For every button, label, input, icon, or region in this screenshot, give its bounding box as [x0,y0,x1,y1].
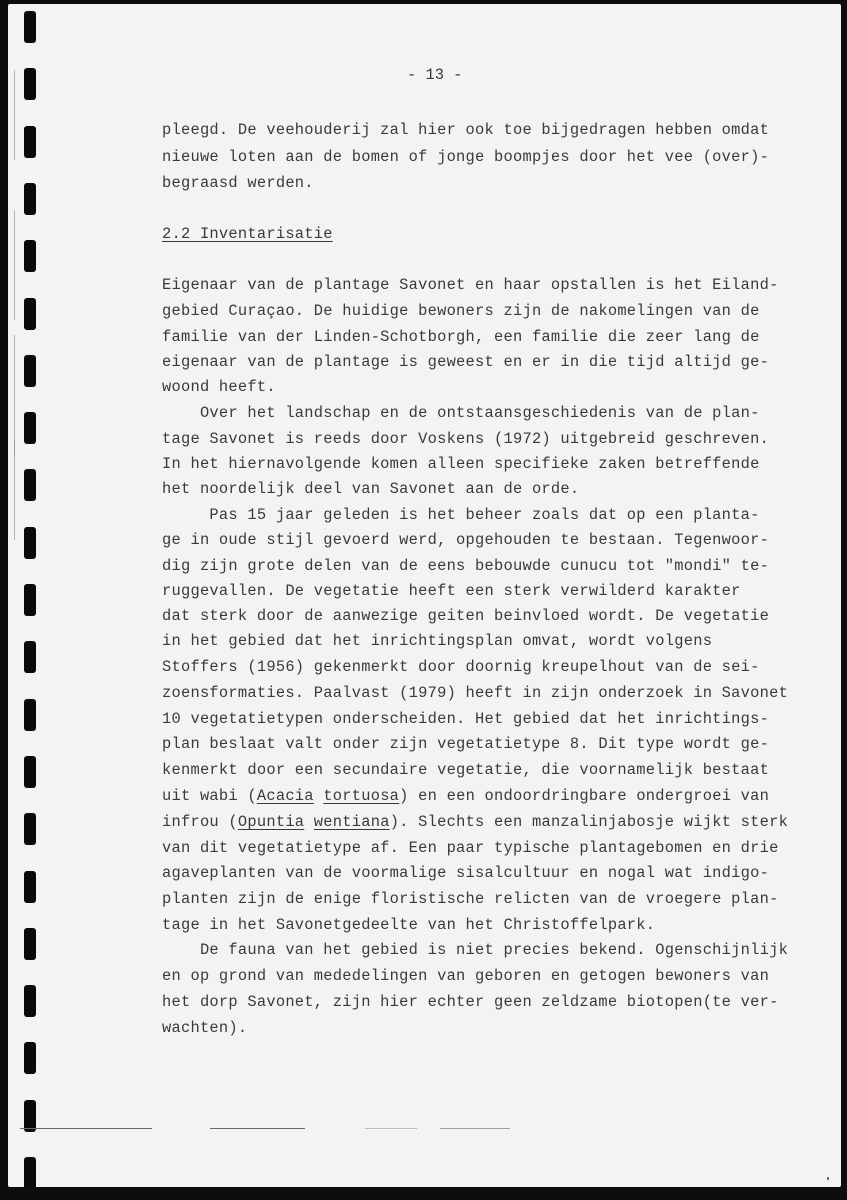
binder-hole [24,126,36,158]
text-fragment: infrou ( [162,813,238,831]
margin-mark [14,335,15,455]
text-line: Pas 15 jaar geleden is het beheer zoals dat op een planta- [162,506,760,524]
text-line: tage Savonet is reeds door Voskens (1972) uitgebreid geschreven. [162,430,770,448]
margin-mark [14,70,15,160]
binder-hole [24,1157,36,1189]
text-line: Stoffers (1956) gekenmerkt door doornig kreupelhout van de sei- [162,658,760,676]
text-line-species-opuntia [162,815,788,830]
text-line: ruggevallen. De vegetatie heeft een sterk verwilderd karakter [162,582,741,600]
binder-hole [24,11,36,43]
text-line: en op grond van mededelingen van geboren en getogen bewoners van [162,967,770,985]
text-line: zoensformaties. Paalvast (1979) heeft in zijn onderzoek in Savonet [162,684,789,702]
text-fragment: ). Slechts een manzalinjabosje wijkt sterk [389,813,789,831]
text-line: De fauna van het gebied is niet precies bekend. Ogenschijnlijk [162,941,789,959]
binder-hole [24,527,36,559]
text-line: wachten). [162,1019,248,1037]
footer-rule [210,1128,305,1129]
species-genus: Acacia [256,787,314,805]
binder-hole [24,183,36,215]
binder-hole [24,813,36,845]
text-fragment: uit wabi ( [162,787,257,805]
species-genus: Opuntia [237,813,305,831]
text-line: begraasd werden. [162,174,314,192]
text-line: tage in het Savonetgedeelte van het Christoffelpark. [162,916,656,934]
text-line: het noordelijk deel van Savonet aan de orde. [162,480,580,498]
text-line: woond heeft. [162,378,276,396]
text-line: dig zijn grote delen van de eens bebouwde cunucu tot "mondi" te- [162,557,770,575]
page-speck [827,1177,829,1180]
binder-hole [24,985,36,1017]
binder-hole [24,68,36,100]
binder-hole [24,240,36,272]
text-line: in het gebied dat het inrichtingsplan omvat, wordt volgens [162,632,713,650]
binder-hole [24,584,36,616]
section-heading: 2.2 Inventarisatie [162,225,333,243]
binder-hole [24,298,36,330]
species-epithet: tortuosa [323,787,400,805]
text-line: plan beslaat valt onder zijn vegetatietype 8. Dit type wordt ge- [162,735,770,753]
binder-hole [24,412,36,444]
text-line: familie van der Linden-Schotborgh, een familie die zeer lang de [162,328,760,346]
text-line: eigenaar van de plantage is geweest en er in die tijd altijd ge- [162,353,770,371]
text-line: ge in oude stijl gevoerd werd, opgehouden te bestaan. Tegenwoor- [162,531,770,549]
text-line: nieuwe loten aan de bomen of jonge boompjes door het vee (over)- [162,148,770,166]
margin-mark [14,210,15,320]
binder-hole [24,355,36,387]
text-line: Over het landschap en de ontstaansgeschiedenis van de plan- [162,404,760,422]
text-line: planten zijn de enige floristische relicten van de vroegere plan- [162,890,779,908]
binder-hole [24,1042,36,1074]
binder-hole [24,1100,36,1132]
text-line: pleegd. De veehouderij zal hier ook toe bijgedragen hebben omdat [162,121,770,139]
text-line: het dorp Savonet, zijn hier echter geen zeldzame biotopen(te ver- [162,993,779,1011]
footer-rule [440,1128,510,1129]
text-line-species-acacia [162,789,769,804]
footer-rule [20,1128,152,1129]
text-fragment: ) en een ondoordringbare ondergroei van [399,787,770,805]
footer-rule [365,1128,417,1129]
text-line: kenmerkt door een secundaire vegetatie, die voornamelijk bestaat [162,761,770,779]
text-line: gebied Curaçao. De huidige bewoners zijn de nakomelingen van de [162,302,760,320]
text-line: Eigenaar van de plantage Savonet en haar opstallen is het Eiland- [162,276,779,294]
binder-hole [24,756,36,788]
binder-hole [24,699,36,731]
page-number: - 13 - [407,66,463,84]
binder-hole [24,928,36,960]
binder-hole [24,871,36,903]
text-line: dat sterk door de aanwezige geiten beinvloed wordt. De vegetatie [162,607,770,625]
text-line: 10 vegetatietypen onderscheiden. Het gebied dat het inrichtings- [162,710,770,728]
text-line: In het hiernavolgende komen alleen specifieke zaken betreffende [162,455,760,473]
binder-hole [24,641,36,673]
binder-hole [24,469,36,501]
text-fragment [304,813,314,831]
text-line: van dit vegetatietype af. Een paar typische plantagebomen en drie [162,839,779,857]
species-epithet: wentiana [313,813,390,831]
margin-mark [14,440,15,540]
text-line: agaveplanten van de voormalige sisalcultuur en nogal wat indigo- [162,864,770,882]
text-fragment [314,787,324,805]
